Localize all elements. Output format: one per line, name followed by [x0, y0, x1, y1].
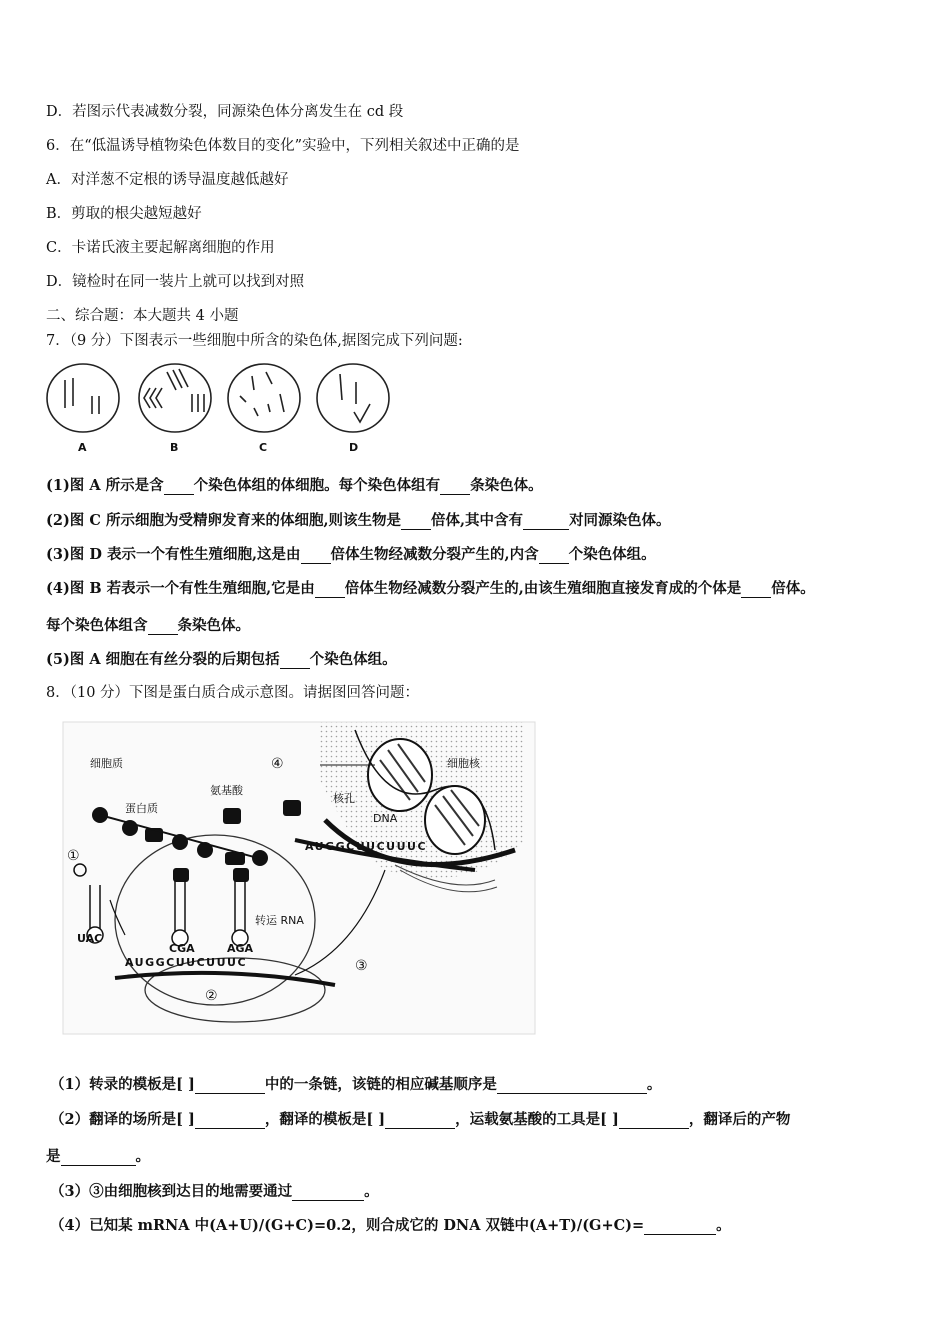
q7-part2: (2)图 C 所示细胞为受精卵发育来的体细胞,则该生物是 倍体,其中含有 对同源染色体。: [46, 512, 671, 529]
q7-cell-figure: [40, 360, 400, 460]
label-1: ①: [67, 848, 80, 864]
q7-part3: (3)图 D 表示一个有性生殖细胞,这是由 倍体生物经减数分裂产生的,内含 个染色体组。: [46, 546, 656, 563]
q7-part5: (5)图 A 细胞在有丝分裂的后期包括 个染色体组。: [46, 651, 397, 668]
label-dna: DNA: [373, 812, 398, 825]
q6-option-a: A．对洋葱不定根的诱导温度越低越好: [46, 172, 289, 188]
label-pore: 核孔: [333, 792, 355, 805]
q7-label-a: A: [78, 441, 87, 454]
label-mrna-bottom: AUGGCUUCUUUC: [125, 956, 248, 969]
q5-option-d: D．若图示代表减数分裂，同源染色体分离发生在 cd 段: [46, 104, 404, 120]
cell-a: [47, 364, 119, 432]
q8-part3: （3）③由细胞核到达目的地需要通过 。: [50, 1183, 379, 1200]
cell-d: [317, 364, 389, 432]
q7-part4-cont: 每个染色体组含 条染色体。: [46, 617, 250, 634]
label-4: ④: [271, 756, 284, 772]
label-trna: 转运 RNA: [255, 914, 304, 927]
q8-stem: 8．（10 分）下图是蛋白质合成示意图。请据图回答问题：: [46, 685, 420, 701]
protein-synthesis-figure: [55, 720, 537, 1045]
label-protein: 蛋白质: [125, 802, 158, 815]
q8-part1: （1）转录的模板是[ ] 中的一条链，该链的相应碱基顺序是 。: [50, 1076, 662, 1093]
q6-stem: 6．在“低温诱导植物染色体数目的变化”实验中，下列相关叙述中正确的是: [46, 138, 520, 154]
q7-label-d: D: [349, 441, 359, 454]
label-2: ②: [205, 988, 218, 1004]
label-nucleus: 细胞核: [447, 757, 480, 770]
q7-stem: 7．（9 分）下图表示一些细胞中所含的染色体,据图完成下列问题:: [46, 333, 463, 349]
label-mrna-top: AUGGCUUCUUUC: [305, 840, 428, 853]
label-cytoplasm: 细胞质: [90, 757, 123, 770]
section-title: 二、综合题：本大题共 4 小题: [46, 308, 239, 324]
q7-part4: (4)图 B 若表示一个有性生殖细胞,它是由 倍体生物经减数分裂产生的,由该生殖细胞直接发育成的个体是 倍体。: [46, 580, 815, 597]
dna-loop-1: [368, 739, 432, 811]
label-aga: AGA: [227, 942, 254, 955]
q6-option-b: B．剪取的根尖越短越好: [46, 206, 202, 222]
q8-part2: （2）翻译的场所是[ ] ，翻译的模板是[ ] ，运载氨基酸的工具是[ ] ，翻译后的产物: [50, 1111, 791, 1128]
label-amino-acid: 氨基酸: [210, 784, 243, 797]
q8-part2-cont: 是 。: [46, 1148, 150, 1165]
q6-option-c: C．卡诺氏液主要起解离细胞的作用: [46, 240, 275, 256]
q7-part1: (1)图 A 所示是含 个染色体组的体细胞。每个染色体组有 条染色体。: [46, 477, 543, 494]
q6-option-d: D．镜检时在同一装片上就可以找到对照: [46, 274, 305, 290]
q7-label-b: B: [170, 441, 179, 454]
label-uac: UAC: [77, 932, 103, 945]
cell-c: [228, 364, 300, 432]
q8-part4: （4）已知某 mRNA 中(A+U)/(G+C)=0.2，则合成它的 DNA 双链中(A+T)/(G+C)= 。: [50, 1217, 731, 1234]
q7-label-c: C: [259, 441, 268, 454]
label-cga: CGA: [169, 942, 195, 955]
label-3: ③: [355, 958, 368, 974]
